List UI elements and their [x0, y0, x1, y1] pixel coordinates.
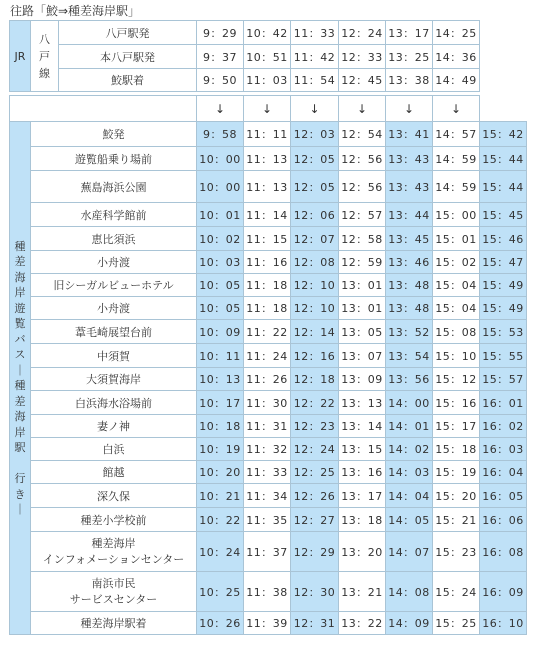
bus-time-cell: 16：08	[480, 532, 527, 572]
bus-time-cell: 11：34	[244, 484, 291, 508]
jr-time-cell: 13：17	[386, 21, 433, 45]
bus-time-cell: 14：59	[433, 147, 480, 171]
bus-stop: 大須賀海岸	[31, 368, 197, 391]
bus-time-cell: 12：54	[339, 122, 386, 147]
bus-time-cell: 15：04	[433, 297, 480, 320]
bus-time-cell: 14：00	[386, 391, 433, 415]
arrow-row	[10, 96, 480, 122]
bus-time-cell: 15：08	[433, 320, 480, 344]
bus-time-cell: 14：07	[386, 532, 433, 572]
jr-time-cell: 10：42	[244, 21, 291, 45]
bus-time-cell: 11：15	[244, 227, 291, 251]
bus-time-cell: 10：26	[197, 612, 244, 635]
jr-time-cell: 11：42	[291, 45, 339, 69]
bus-route-label: 種 差 海 岸 遊 覧 バ ス ｜ 種 差 海 岸 駅 行 き ｜	[10, 122, 31, 635]
bus-stop: 小舟渡	[31, 251, 197, 274]
bus-time-cell: 13：46	[386, 251, 433, 274]
bus-time-cell: 15：44	[480, 147, 527, 171]
bus-time-cell: 13：21	[339, 572, 386, 612]
bus-time-cell: 15：47	[480, 251, 527, 274]
bus-time-cell: 12：08	[291, 251, 339, 274]
jr-time-cell: 13：25	[386, 45, 433, 69]
bus-time-cell: 12：26	[291, 484, 339, 508]
down-arrow-icon: ↓	[386, 96, 433, 122]
bus-time-cell: 13：05	[339, 320, 386, 344]
line-name: 八 戸 線	[31, 21, 59, 92]
bus-time-cell: 10：20	[197, 461, 244, 484]
jr-time-cell: 12：33	[339, 45, 386, 69]
bus-stop: 南浜市民 サービスセンター	[31, 572, 197, 612]
bus-time-cell: 10：13	[197, 368, 244, 391]
bus-row	[10, 572, 527, 612]
bus-time-cell: 11：16	[244, 251, 291, 274]
bus-time-cell: 15：21	[433, 508, 480, 532]
bus-time-cell: 12：18	[291, 368, 339, 391]
bus-time-cell: 13：41	[386, 122, 433, 147]
bus-row	[10, 508, 527, 532]
bus-time-cell: 14：57	[433, 122, 480, 147]
bus-time-cell: 10：17	[197, 391, 244, 415]
bus-time-cell: 13：20	[339, 532, 386, 572]
bus-time-cell: 11：38	[244, 572, 291, 612]
bus-time-cell: 10：19	[197, 438, 244, 461]
bus-time-cell: 12：56	[339, 147, 386, 171]
bus-time-cell: 15：10	[433, 344, 480, 368]
arrow-spacer	[10, 96, 197, 122]
bus-row	[10, 461, 527, 484]
bus-time-cell: 12：10	[291, 274, 339, 297]
bus-time-cell: 10：00	[197, 147, 244, 171]
bus-time-cell: 14：02	[386, 438, 433, 461]
bus-time-cell: 10：05	[197, 274, 244, 297]
bus-stop: 白浜海水浴場前	[31, 391, 197, 415]
jr-time-cell: 12：24	[339, 21, 386, 45]
bus-time-cell: 13：01	[339, 297, 386, 320]
bus-time-cell: 15：25	[433, 612, 480, 635]
bus-row	[10, 532, 527, 572]
bus-row	[10, 320, 527, 344]
bus-time-cell: 14：01	[386, 415, 433, 438]
bus-stop: 遊覧船乗り場前	[31, 147, 197, 171]
jr-time-cell: 9：29	[197, 21, 244, 45]
jr-time-cell: 14：25	[433, 21, 480, 45]
bus-time-cell: 14：08	[386, 572, 433, 612]
jr-row	[10, 45, 480, 69]
bus-time-cell: 14：04	[386, 484, 433, 508]
bus-time-cell: 16：06	[480, 508, 527, 532]
bus-time-cell: 12：59	[339, 251, 386, 274]
bus-time-cell: 11：37	[244, 532, 291, 572]
bus-time-cell: 10：24	[197, 532, 244, 572]
bus-time-cell: 12：06	[291, 203, 339, 227]
bus-row	[10, 344, 527, 368]
bus-time-cell: 13：48	[386, 297, 433, 320]
bus-row	[10, 274, 527, 297]
bus-row	[10, 122, 527, 147]
jr-station: 鮫駅着	[59, 69, 197, 92]
bus-time-cell: 15：49	[480, 297, 527, 320]
bus-time-cell: 15：12	[433, 368, 480, 391]
bus-time-cell: 11：22	[244, 320, 291, 344]
bus-time-cell: 13：14	[339, 415, 386, 438]
jr-time-cell: 9：37	[197, 45, 244, 69]
bus-row	[10, 227, 527, 251]
bus-row	[10, 203, 527, 227]
bus-row	[10, 251, 527, 274]
bus-time-cell: 11：30	[244, 391, 291, 415]
bus-row	[10, 438, 527, 461]
bus-timetable	[9, 121, 527, 635]
bus-stop: 旧シーガルビューホテル	[31, 274, 197, 297]
down-arrow-icon: ↓	[197, 96, 244, 122]
bus-time-cell: 12：56	[339, 171, 386, 203]
bus-time-cell: 13：17	[339, 484, 386, 508]
bus-row	[10, 368, 527, 391]
jr-time-cell: 10：51	[244, 45, 291, 69]
bus-time-cell: 11：18	[244, 297, 291, 320]
bus-time-cell: 15：20	[433, 484, 480, 508]
bus-time-cell: 10：18	[197, 415, 244, 438]
bus-stop: 種差海岸駅着	[31, 612, 197, 635]
bus-time-cell: 12：31	[291, 612, 339, 635]
bus-time-cell: 13：43	[386, 147, 433, 171]
bus-time-cell: 15：57	[480, 368, 527, 391]
bus-time-cell: 11：26	[244, 368, 291, 391]
bus-time-cell: 16：04	[480, 461, 527, 484]
bus-stop: 蕪島海浜公園	[31, 171, 197, 203]
bus-time-cell: 16：02	[480, 415, 527, 438]
down-arrow-icon: ↓	[433, 96, 480, 122]
bus-time-cell: 12：23	[291, 415, 339, 438]
bus-time-cell: 10：01	[197, 203, 244, 227]
bus-time-cell: 12：14	[291, 320, 339, 344]
jr-time-cell: 14：49	[433, 69, 480, 92]
bus-stop: 葦毛崎展望台前	[31, 320, 197, 344]
bus-time-cell: 14：59	[433, 171, 480, 203]
bus-time-cell: 12：03	[291, 122, 339, 147]
bus-row	[10, 484, 527, 508]
bus-time-cell: 9：58	[197, 122, 244, 147]
jr-timetable	[9, 20, 480, 92]
bus-stop: 水産科学館前	[31, 203, 197, 227]
bus-time-cell: 13：43	[386, 171, 433, 203]
bus-time-cell: 12：58	[339, 227, 386, 251]
bus-time-cell: 13：22	[339, 612, 386, 635]
bus-time-cell: 11：14	[244, 203, 291, 227]
bus-time-cell: 15：46	[480, 227, 527, 251]
bus-time-cell: 12：22	[291, 391, 339, 415]
bus-time-cell: 10：11	[197, 344, 244, 368]
bus-time-cell: 15：49	[480, 274, 527, 297]
route-caption: 往路「鮫⇒種差海岸駅」	[10, 4, 141, 18]
bus-time-cell: 12：25	[291, 461, 339, 484]
bus-stop: 種差海岸 インフォメーションセンター	[31, 532, 197, 572]
jr-station: 本八戸駅発	[59, 45, 197, 69]
bus-time-cell: 11：18	[244, 274, 291, 297]
bus-stop: 種差小学校前	[31, 508, 197, 532]
jr-time-cell: 11：54	[291, 69, 339, 92]
bus-time-cell: 16：09	[480, 572, 527, 612]
bus-time-cell: 15：42	[480, 122, 527, 147]
bus-time-cell: 11：35	[244, 508, 291, 532]
bus-time-cell: 14：05	[386, 508, 433, 532]
bus-time-cell: 15：55	[480, 344, 527, 368]
bus-time-cell: 16：10	[480, 612, 527, 635]
bus-time-cell: 13：16	[339, 461, 386, 484]
jr-time-cell: 11：33	[291, 21, 339, 45]
bus-time-cell: 12：10	[291, 297, 339, 320]
down-arrow-icon: ↓	[291, 96, 339, 122]
bus-time-cell: 13：15	[339, 438, 386, 461]
bus-time-cell: 12：05	[291, 147, 339, 171]
jr-row	[10, 21, 480, 45]
bus-time-cell: 11：33	[244, 461, 291, 484]
bus-time-cell: 15：18	[433, 438, 480, 461]
bus-time-cell: 13：56	[386, 368, 433, 391]
bus-time-cell: 12：57	[339, 203, 386, 227]
bus-time-cell: 11：13	[244, 171, 291, 203]
bus-time-cell: 15：23	[433, 532, 480, 572]
down-arrow-icon: ↓	[339, 96, 386, 122]
bus-time-cell: 11：24	[244, 344, 291, 368]
bus-time-cell: 10：25	[197, 572, 244, 612]
jr-station: 八戸駅発	[59, 21, 197, 45]
bus-time-cell: 11：32	[244, 438, 291, 461]
bus-time-cell: 13：48	[386, 274, 433, 297]
bus-time-cell: 13：18	[339, 508, 386, 532]
bus-time-cell: 15：53	[480, 320, 527, 344]
jr-time-cell: 13：38	[386, 69, 433, 92]
bus-time-cell: 12：27	[291, 508, 339, 532]
bus-time-cell: 12：07	[291, 227, 339, 251]
bus-stop: 深久保	[31, 484, 197, 508]
bus-time-cell: 10：21	[197, 484, 244, 508]
bus-time-cell: 15：17	[433, 415, 480, 438]
bus-time-cell: 10：22	[197, 508, 244, 532]
bus-time-cell: 10：09	[197, 320, 244, 344]
down-arrow-icon: ↓	[244, 96, 291, 122]
bus-time-cell: 13：07	[339, 344, 386, 368]
bus-time-cell: 11：11	[244, 122, 291, 147]
bus-time-cell: 15：44	[480, 171, 527, 203]
bus-stop: 中須賀	[31, 344, 197, 368]
bus-stop: 恵比須浜	[31, 227, 197, 251]
bus-time-cell: 12：29	[291, 532, 339, 572]
bus-time-cell: 13：13	[339, 391, 386, 415]
bus-time-cell: 11：13	[244, 147, 291, 171]
bus-time-cell: 11：31	[244, 415, 291, 438]
bus-time-cell: 15：24	[433, 572, 480, 612]
bus-stop: 小舟渡	[31, 297, 197, 320]
bus-time-cell: 10：02	[197, 227, 244, 251]
bus-time-cell: 16：05	[480, 484, 527, 508]
bus-time-cell: 15：45	[480, 203, 527, 227]
bus-time-cell: 15：02	[433, 251, 480, 274]
bus-row	[10, 171, 527, 203]
jr-time-cell: 14：36	[433, 45, 480, 69]
bus-row	[10, 415, 527, 438]
bus-time-cell: 15：00	[433, 203, 480, 227]
bus-time-cell: 13：54	[386, 344, 433, 368]
bus-time-cell: 10：03	[197, 251, 244, 274]
bus-time-cell: 14：03	[386, 461, 433, 484]
bus-time-cell: 12：05	[291, 171, 339, 203]
bus-time-cell: 15：01	[433, 227, 480, 251]
jr-time-cell: 12：45	[339, 69, 386, 92]
bus-stop: 白浜	[31, 438, 197, 461]
bus-time-cell: 11：39	[244, 612, 291, 635]
bus-time-cell: 12：16	[291, 344, 339, 368]
bus-time-cell: 12：24	[291, 438, 339, 461]
bus-time-cell: 13：44	[386, 203, 433, 227]
jr-time-cell: 9：50	[197, 69, 244, 92]
bus-time-cell: 12：30	[291, 572, 339, 612]
bus-time-cell: 14：09	[386, 612, 433, 635]
jr-time-cell: 11：03	[244, 69, 291, 92]
jr-label: JR	[10, 21, 31, 92]
bus-time-cell: 13：45	[386, 227, 433, 251]
bus-stop: 館越	[31, 461, 197, 484]
transfer-arrow-row	[9, 95, 480, 122]
bus-time-cell: 13：52	[386, 320, 433, 344]
bus-time-cell: 16：03	[480, 438, 527, 461]
jr-row	[10, 69, 480, 92]
bus-time-cell: 13：09	[339, 368, 386, 391]
bus-time-cell: 15：16	[433, 391, 480, 415]
bus-time-cell: 13：01	[339, 274, 386, 297]
bus-time-cell: 16：01	[480, 391, 527, 415]
bus-time-cell: 15：04	[433, 274, 480, 297]
bus-row	[10, 612, 527, 635]
bus-stop: 妻ノ神	[31, 415, 197, 438]
bus-row	[10, 147, 527, 171]
bus-time-cell: 15：19	[433, 461, 480, 484]
bus-row	[10, 297, 527, 320]
bus-time-cell: 10：00	[197, 171, 244, 203]
bus-stop: 鮫発	[31, 122, 197, 147]
bus-time-cell: 10：05	[197, 297, 244, 320]
bus-row	[10, 391, 527, 415]
